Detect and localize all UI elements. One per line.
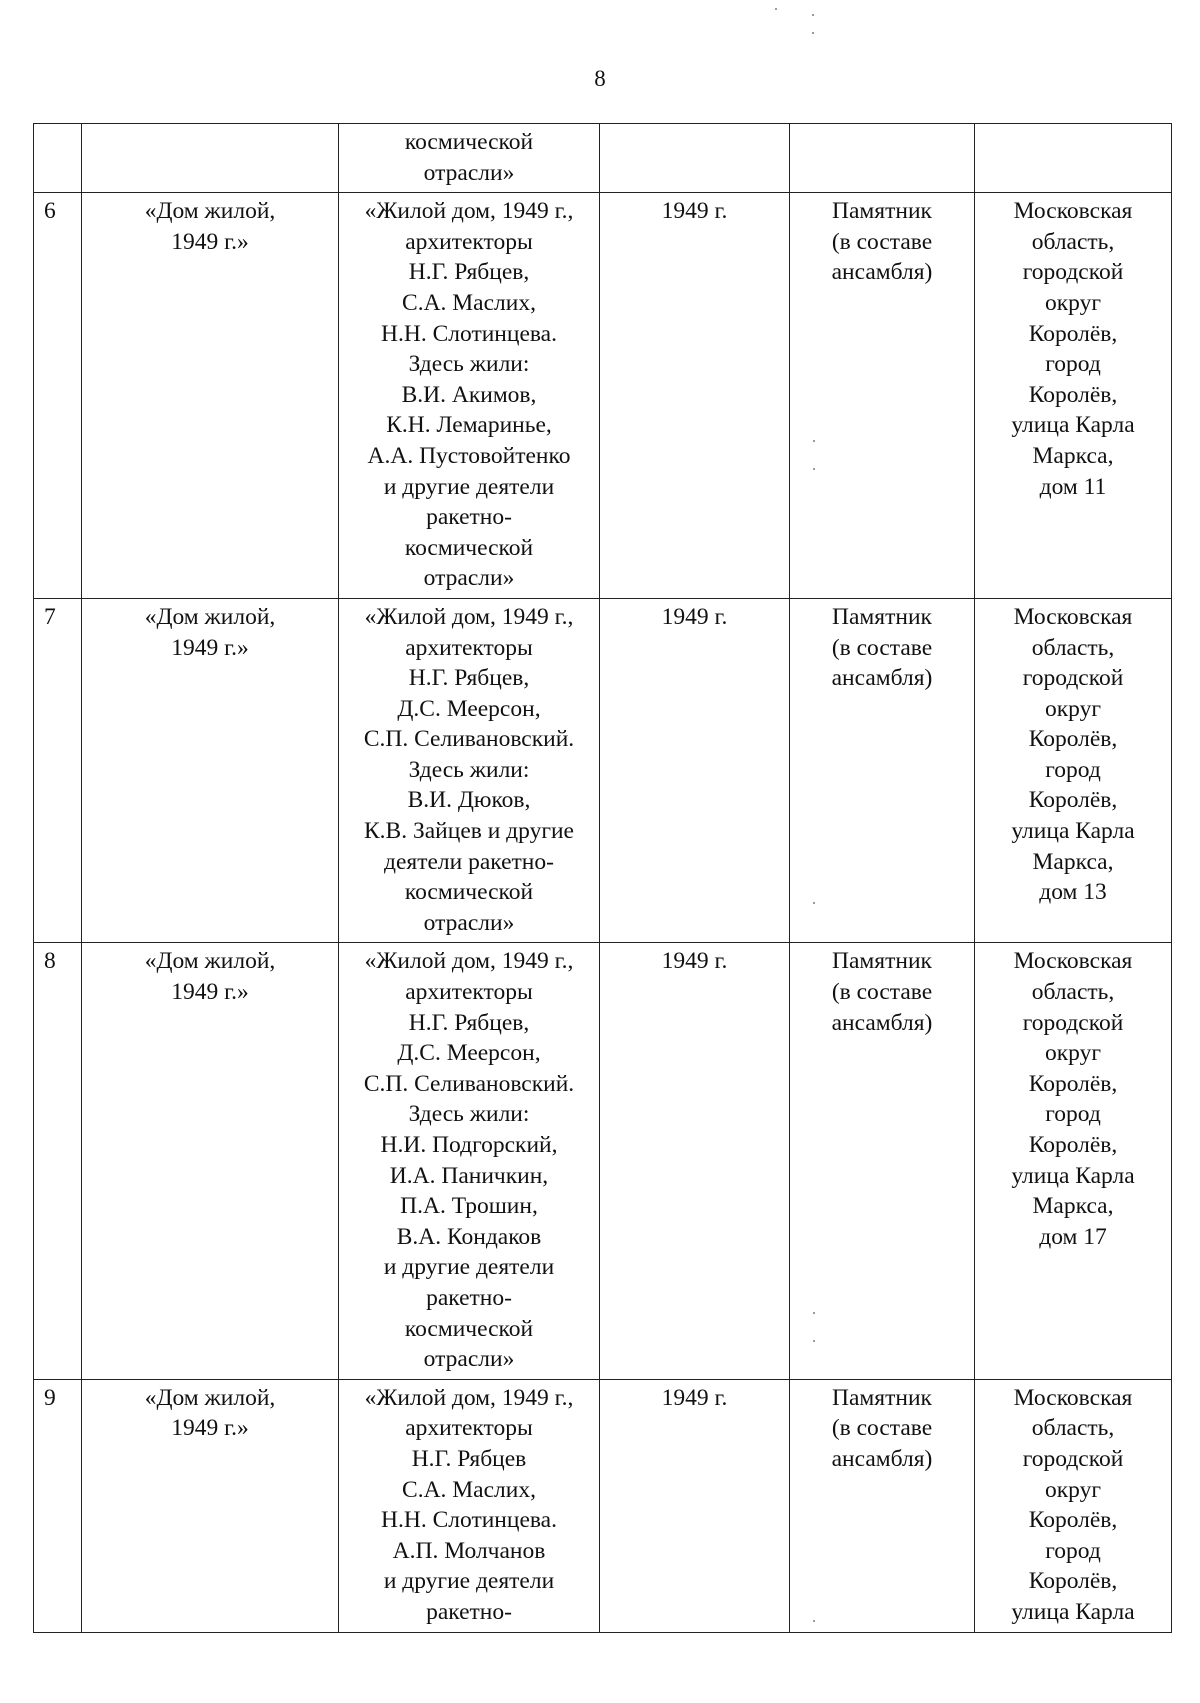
scan-speck	[813, 1620, 815, 1622]
scan-speck	[813, 440, 815, 442]
category-cell	[790, 124, 975, 193]
category-cell: Памятник (в составе ансамбля)	[790, 193, 975, 599]
scan-speck	[812, 32, 814, 34]
category-cell: Памятник (в составе ансамбля)	[790, 943, 975, 1379]
location-cell: Московская область, городской округ Королёв, город Королёв, улица Карла Маркса, дом 17	[975, 943, 1172, 1379]
date-cell: 1949 г.	[600, 598, 790, 943]
scan-speck	[812, 14, 814, 16]
object-name-cell	[82, 124, 339, 193]
object-description-cell: «Жилой дом, 1949 г., архитекторы Н.Г. Рябцев, С.А. Маслих, Н.Н. Слотинцева. Здесь жили: В.И. Акимов, К.Н. Лемаринье, А.А. Пустовойтенко и другие деятели ракетно- космической отрасли»	[339, 193, 600, 599]
row-number-cell: 7	[34, 598, 82, 943]
heritage-objects-table	[33, 123, 1172, 1633]
page-number: 8	[594, 66, 606, 91]
table-row	[34, 943, 1172, 1379]
table-row	[34, 193, 1172, 599]
object-name-cell: «Дом жилой, 1949 г.»	[82, 1379, 339, 1632]
scan-speck	[775, 8, 777, 10]
location-cell	[975, 124, 1172, 193]
scan-speck	[813, 1312, 815, 1314]
category-cell: Памятник (в составе ансамбля)	[790, 598, 975, 943]
scan-speck	[813, 468, 815, 470]
row-number-cell	[34, 124, 82, 193]
object-name-cell: «Дом жилой, 1949 г.»	[82, 193, 339, 599]
table-row	[34, 598, 1172, 943]
object-name-cell: «Дом жилой, 1949 г.»	[82, 598, 339, 943]
object-description-cell: «Жилой дом, 1949 г., архитекторы Н.Г. Рябцев, Д.С. Меерсон, С.П. Селивановский. Здесь жили: В.И. Дюков, К.В. Зайцев и другие деятели ракетно- космической отрасли»	[339, 598, 600, 943]
object-description-cell: космической отрасли»	[339, 124, 600, 193]
category-cell: Памятник (в составе ансамбля)	[790, 1379, 975, 1632]
date-cell: 1949 г.	[600, 193, 790, 599]
object-name-cell: «Дом жилой, 1949 г.»	[82, 943, 339, 1379]
location-cell: Московская область, городской округ Королёв, город Королёв, улица Карла Маркса, дом 13	[975, 598, 1172, 943]
row-number-cell: 8	[34, 943, 82, 1379]
location-cell: Московская область, городской округ Королёв, город Королёв, улица Карла	[975, 1379, 1172, 1632]
scan-speck	[813, 1340, 815, 1342]
table-row	[34, 1379, 1172, 1632]
object-description-cell: «Жилой дом, 1949 г., архитекторы Н.Г. Рябцев, Д.С. Меерсон, С.П. Селивановский. Здесь жили: Н.И. Подгорский, И.А. Паничкин, П.А. Трошин, В.А. Кондаков и другие деятели ракетно- космической отрасли»	[339, 943, 600, 1379]
table-row-continuation	[34, 124, 1172, 193]
date-cell: 1949 г.	[600, 943, 790, 1379]
row-number-cell: 9	[34, 1379, 82, 1632]
location-cell: Московская область, городской округ Королёв, город Королёв, улица Карла Маркса, дом 11	[975, 193, 1172, 599]
row-number-cell: 6	[34, 193, 82, 599]
date-cell	[600, 124, 790, 193]
object-description-cell: «Жилой дом, 1949 г., архитекторы Н.Г. Рябцев С.А. Маслих, Н.Н. Слотинцева. А.П. Молчанов и другие деятели ракетно-	[339, 1379, 600, 1632]
date-cell: 1949 г.	[600, 1379, 790, 1632]
scan-speck	[813, 902, 815, 904]
